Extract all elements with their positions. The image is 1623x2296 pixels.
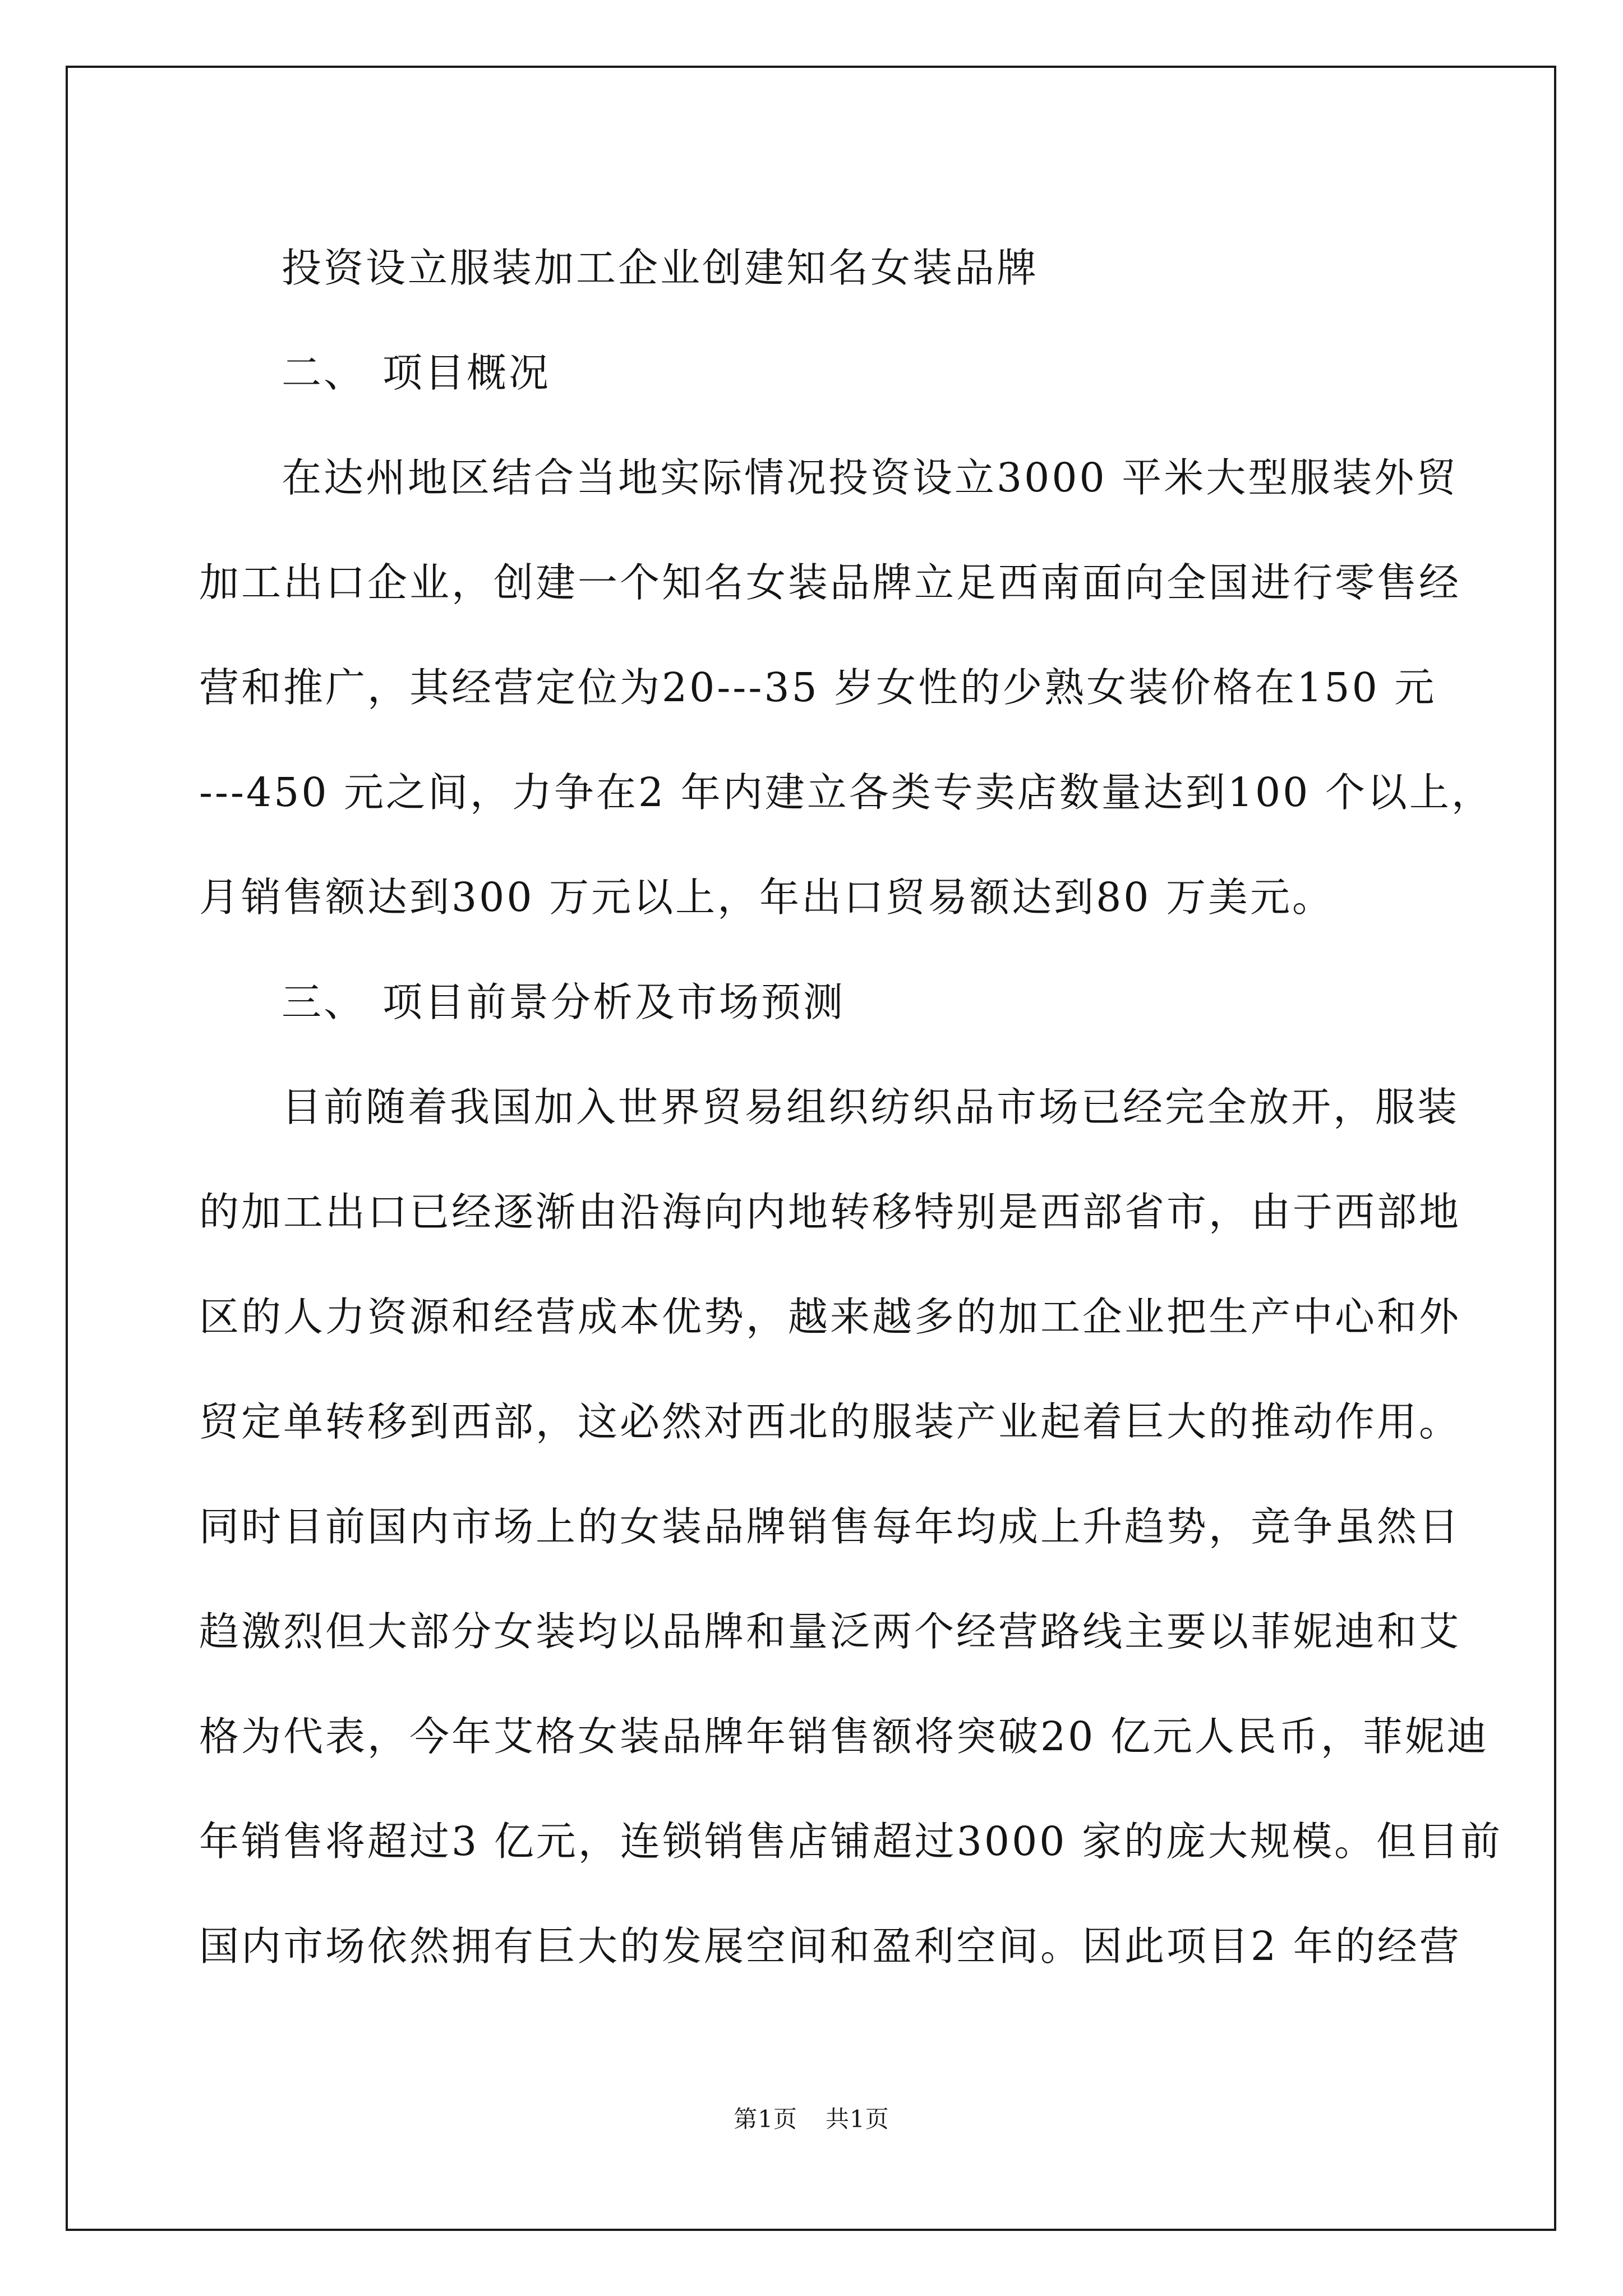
paragraph-line: 年销售将超过3 亿元，连锁销售店铺超过3000 家的庞大规模。但目前 bbox=[199, 1818, 1503, 1865]
paragraph-line: 趋激烈但大部分女装均以品牌和量泛两个经营路线主要以菲妮迪和艾 bbox=[199, 1608, 1461, 1655]
section-number: 二、 bbox=[282, 349, 366, 396]
section-title: 项目前景分析及市场预测 bbox=[382, 979, 846, 1025]
section-number: 三、 bbox=[282, 979, 366, 1025]
paragraph-line: 加工出口企业，创建一个知名女装品牌立足西南面向全国进行零售经 bbox=[199, 559, 1461, 606]
paragraph-line: 目前随着我国加入世界贸易组织纺织品市场已经完全放开，服装 bbox=[282, 1084, 1460, 1130]
paragraph-line: 在达州地区结合当地实际情况投资设立3000 平米大型服装外贸 bbox=[282, 454, 1459, 501]
section-title: 项目概况 bbox=[382, 349, 551, 396]
paragraph-line: 同时目前国内市场上的女装品牌销售每年均成上升趋势，竞争虽然日 bbox=[199, 1503, 1461, 1550]
document-title-line: 投资设立服装加工企业创建知名女装品牌 bbox=[282, 245, 1039, 291]
section-heading-overview bbox=[199, 320, 1450, 425]
paragraph-line: 贸定单转移到西部，这必然对西北的服装产业起着巨大的推动作用。 bbox=[199, 1398, 1461, 1445]
paragraph-line: ---450 元之间，力争在2 年内建立各类专卖店数量达到100 个以上， bbox=[199, 769, 1493, 816]
page-number: 第1页 bbox=[734, 2105, 797, 2133]
paragraph-line: 的加工出口已经逐渐由沿海向内地转移特别是西部省市，由于西部地 bbox=[199, 1189, 1461, 1235]
paragraph-line: 格为代表，今年艾格女装品牌年销售额将突破20 亿元人民币，菲妮迪 bbox=[199, 1713, 1489, 1760]
paragraph-line: 国内市场依然拥有巨大的发展空间和盈利空间。因此项目2 年的经营 bbox=[199, 1923, 1461, 1970]
section-heading-market bbox=[199, 950, 1450, 1055]
paragraph-line: 营和推广，其经营定位为20---35 岁女性的少熟女装价格在150 元 bbox=[199, 664, 1437, 711]
page-total: 共1页 bbox=[826, 2105, 889, 2133]
page-footer bbox=[0, 2102, 1623, 2136]
paragraph-line: 区的人力资源和经营成本优势，越来越多的加工企业把生产中心和外 bbox=[199, 1294, 1461, 1340]
document-body bbox=[199, 215, 1503, 1999]
paragraph-line: 月销售额达到300 万元以上，年出口贸易额达到80 万美元。 bbox=[199, 874, 1335, 921]
